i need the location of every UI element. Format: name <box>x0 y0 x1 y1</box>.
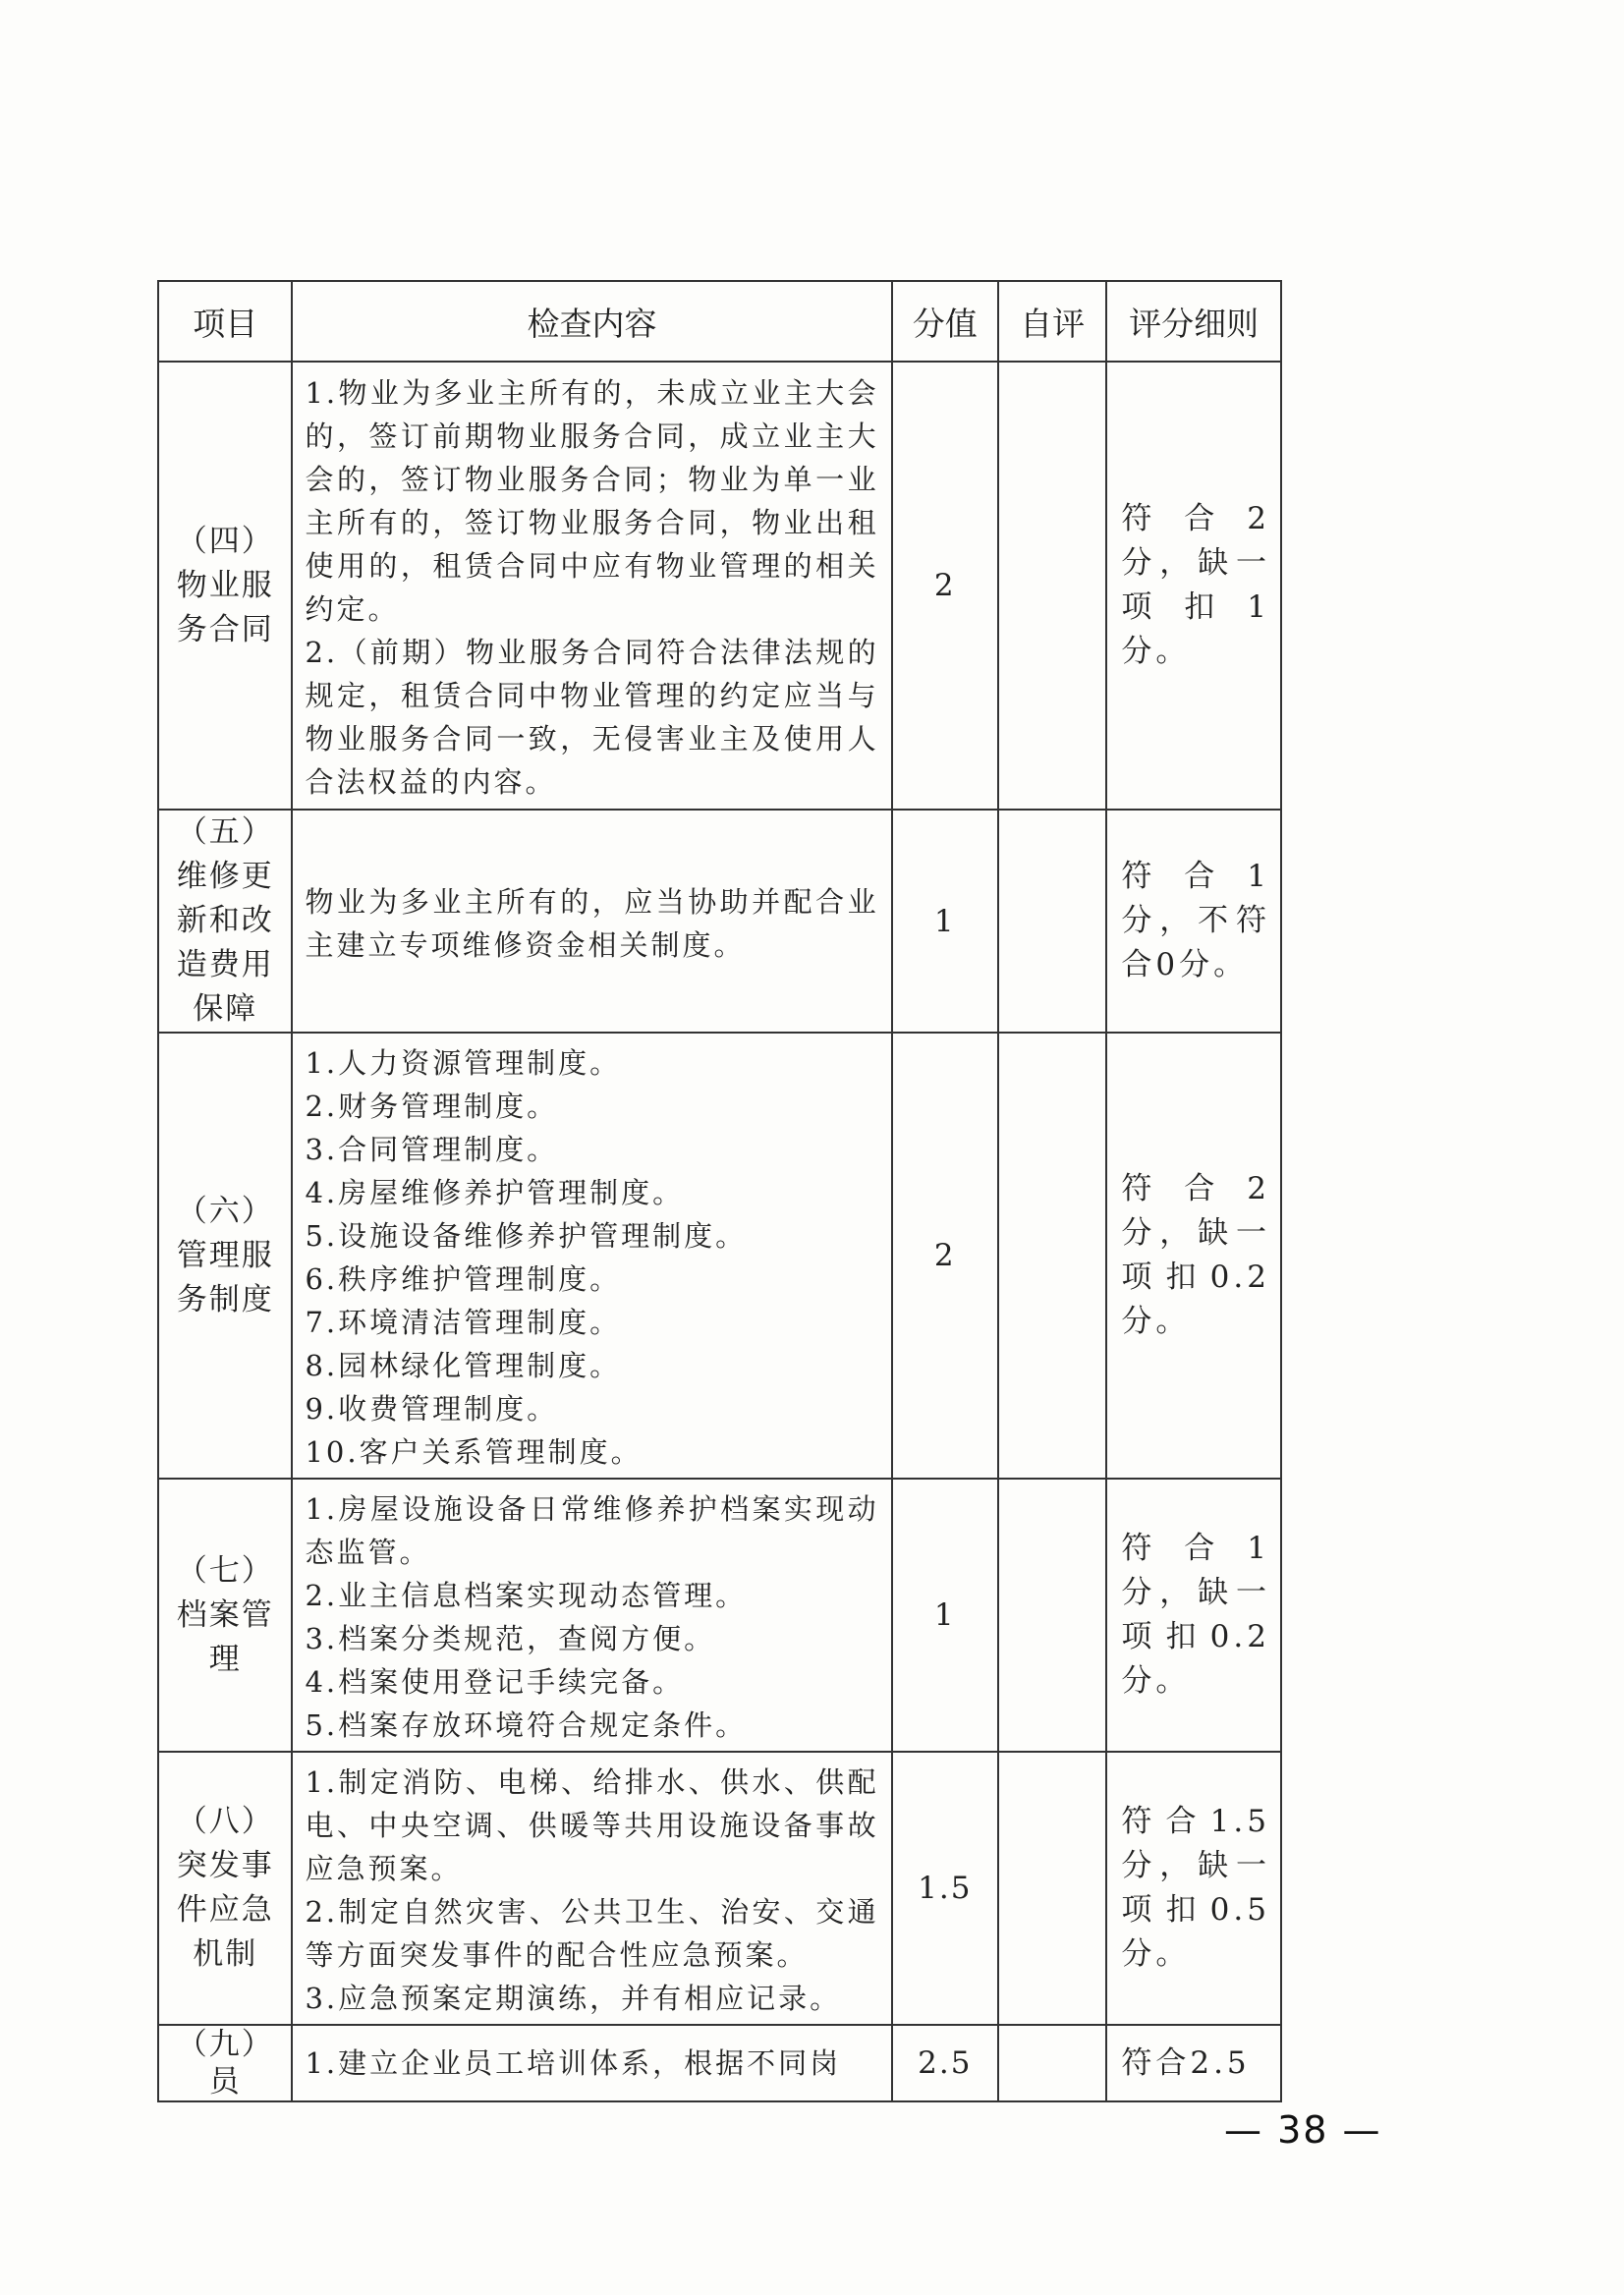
table-header-row <box>158 281 1281 362</box>
score-cell: 2 <box>892 1033 998 1479</box>
rule-cell: 符合1分，缺一项扣0.2分。 <box>1106 1479 1281 1752</box>
table-row <box>158 1479 1281 1752</box>
content-line: 2.（前期）物业服务合同符合法律法规的规定，租赁合同中物业管理的约定应当与物业服务合同一致，无侵害业主及使用人合法权益的内容。 <box>305 636 879 799</box>
table-row <box>158 1033 1281 1479</box>
content-cell <box>292 810 891 1033</box>
self-eval-cell[interactable] <box>998 1752 1106 2025</box>
content-line: 2.制定自然灾害、公共卫生、治安、交通等方面突发事件的配合性应急预案。 <box>305 1895 879 1972</box>
content-line: 1.房屋设施设备日常维修养护档案实现动态监管。 <box>305 1492 879 1569</box>
self-eval-cell[interactable] <box>998 810 1106 1033</box>
rule-cell: 符合1.5分，缺一项扣0.5分。 <box>1106 1752 1281 2025</box>
content-line: 3.档案分类规范，查阅方便。 <box>305 1622 716 1655</box>
content-line: 2.业主信息档案实现动态管理。 <box>305 1579 748 1612</box>
content-line: 1.建立企业员工培训体系，根据不同岗 <box>305 2046 842 2080</box>
content-line: 10.客户关系管理制度。 <box>305 1435 643 1469</box>
content-line: 1.物业为多业主所有的，未成立业主大会的，签订前期物业服务合同，成立业主大会的，签订物业服务合同；物业为单一业主所有的，签订物业服务合同，物业出租使用的，租赁合同中应有物业管理的相关约定。 <box>305 376 879 626</box>
header-score: 分值 <box>892 281 998 362</box>
content-line: 6.秩序维护管理制度。 <box>305 1262 622 1296</box>
header-item: 项目 <box>158 281 292 362</box>
score-cell: 1 <box>892 810 998 1033</box>
content-line: 5.设施设备维修养护管理制度。 <box>305 1219 748 1253</box>
content-line: 9.收费管理制度。 <box>305 1392 559 1426</box>
content-line: 8.园林绿化管理制度。 <box>305 1349 622 1382</box>
content-cell <box>292 1752 891 2025</box>
item-cell: （五）维修更新和改造费用保障 <box>158 810 292 1033</box>
item-cell: （四）物业服务合同 <box>158 362 292 810</box>
table-row <box>158 1752 1281 2025</box>
content-line: 1.人力资源管理制度。 <box>305 1046 622 1080</box>
rule-cell: 符合2.5 <box>1106 2025 1281 2101</box>
table-row <box>158 810 1281 1033</box>
self-eval-cell[interactable] <box>998 362 1106 810</box>
content-cell <box>292 1479 891 1752</box>
score-cell: 1.5 <box>892 1752 998 2025</box>
item-cell: （七）档案管理 <box>158 1479 292 1752</box>
content-line: 物业为多业主所有的，应当协助并配合业主建立专项维修资金相关制度。 <box>305 884 879 962</box>
rule-cell: 符合1分，不符合0分。 <box>1106 810 1281 1033</box>
self-eval-cell[interactable] <box>998 1033 1106 1479</box>
rule-cell: 符合2分，缺一项扣1分。 <box>1106 362 1281 810</box>
content-cell <box>292 362 891 810</box>
header-self-eval: 自评 <box>998 281 1106 362</box>
content-line: 4.房屋维修养护管理制度。 <box>305 1176 685 1209</box>
content-line: 2.财务管理制度。 <box>305 1090 559 1123</box>
content-line: 7.环境清洁管理制度。 <box>305 1306 622 1339</box>
item-cell: （九）员 <box>158 2025 292 2101</box>
item-cell: （六）管理服务制度 <box>158 1033 292 1479</box>
page-number: — 38 — <box>1224 2108 1382 2152</box>
header-content: 检查内容 <box>292 281 891 362</box>
table-row <box>158 2025 1281 2101</box>
score-cell: 1 <box>892 1479 998 1752</box>
item-cell: （八）突发事件应急机制 <box>158 1752 292 2025</box>
rule-cell: 符合2分，缺一项扣0.2分。 <box>1106 1033 1281 1479</box>
self-eval-cell[interactable] <box>998 2025 1106 2101</box>
self-eval-cell[interactable] <box>998 1479 1106 1752</box>
table-row <box>158 362 1281 810</box>
inspection-table <box>157 280 1282 2102</box>
content-line: 3.应急预案定期演练，并有相应记录。 <box>305 1982 842 2015</box>
header-rule: 评分细则 <box>1106 281 1281 362</box>
content-line: 5.档案存放环境符合规定条件。 <box>305 1708 748 1742</box>
content-cell <box>292 2025 891 2101</box>
content-line: 3.合同管理制度。 <box>305 1133 559 1166</box>
content-cell <box>292 1033 891 1479</box>
score-cell: 2.5 <box>892 2025 998 2101</box>
content-line: 4.档案使用登记手续完备。 <box>305 1665 685 1699</box>
content-line: 1.制定消防、电梯、给排水、供水、供配电、中央空调、供暖等共用设施设备事故应急预案。 <box>305 1765 879 1885</box>
score-cell: 2 <box>892 362 998 810</box>
